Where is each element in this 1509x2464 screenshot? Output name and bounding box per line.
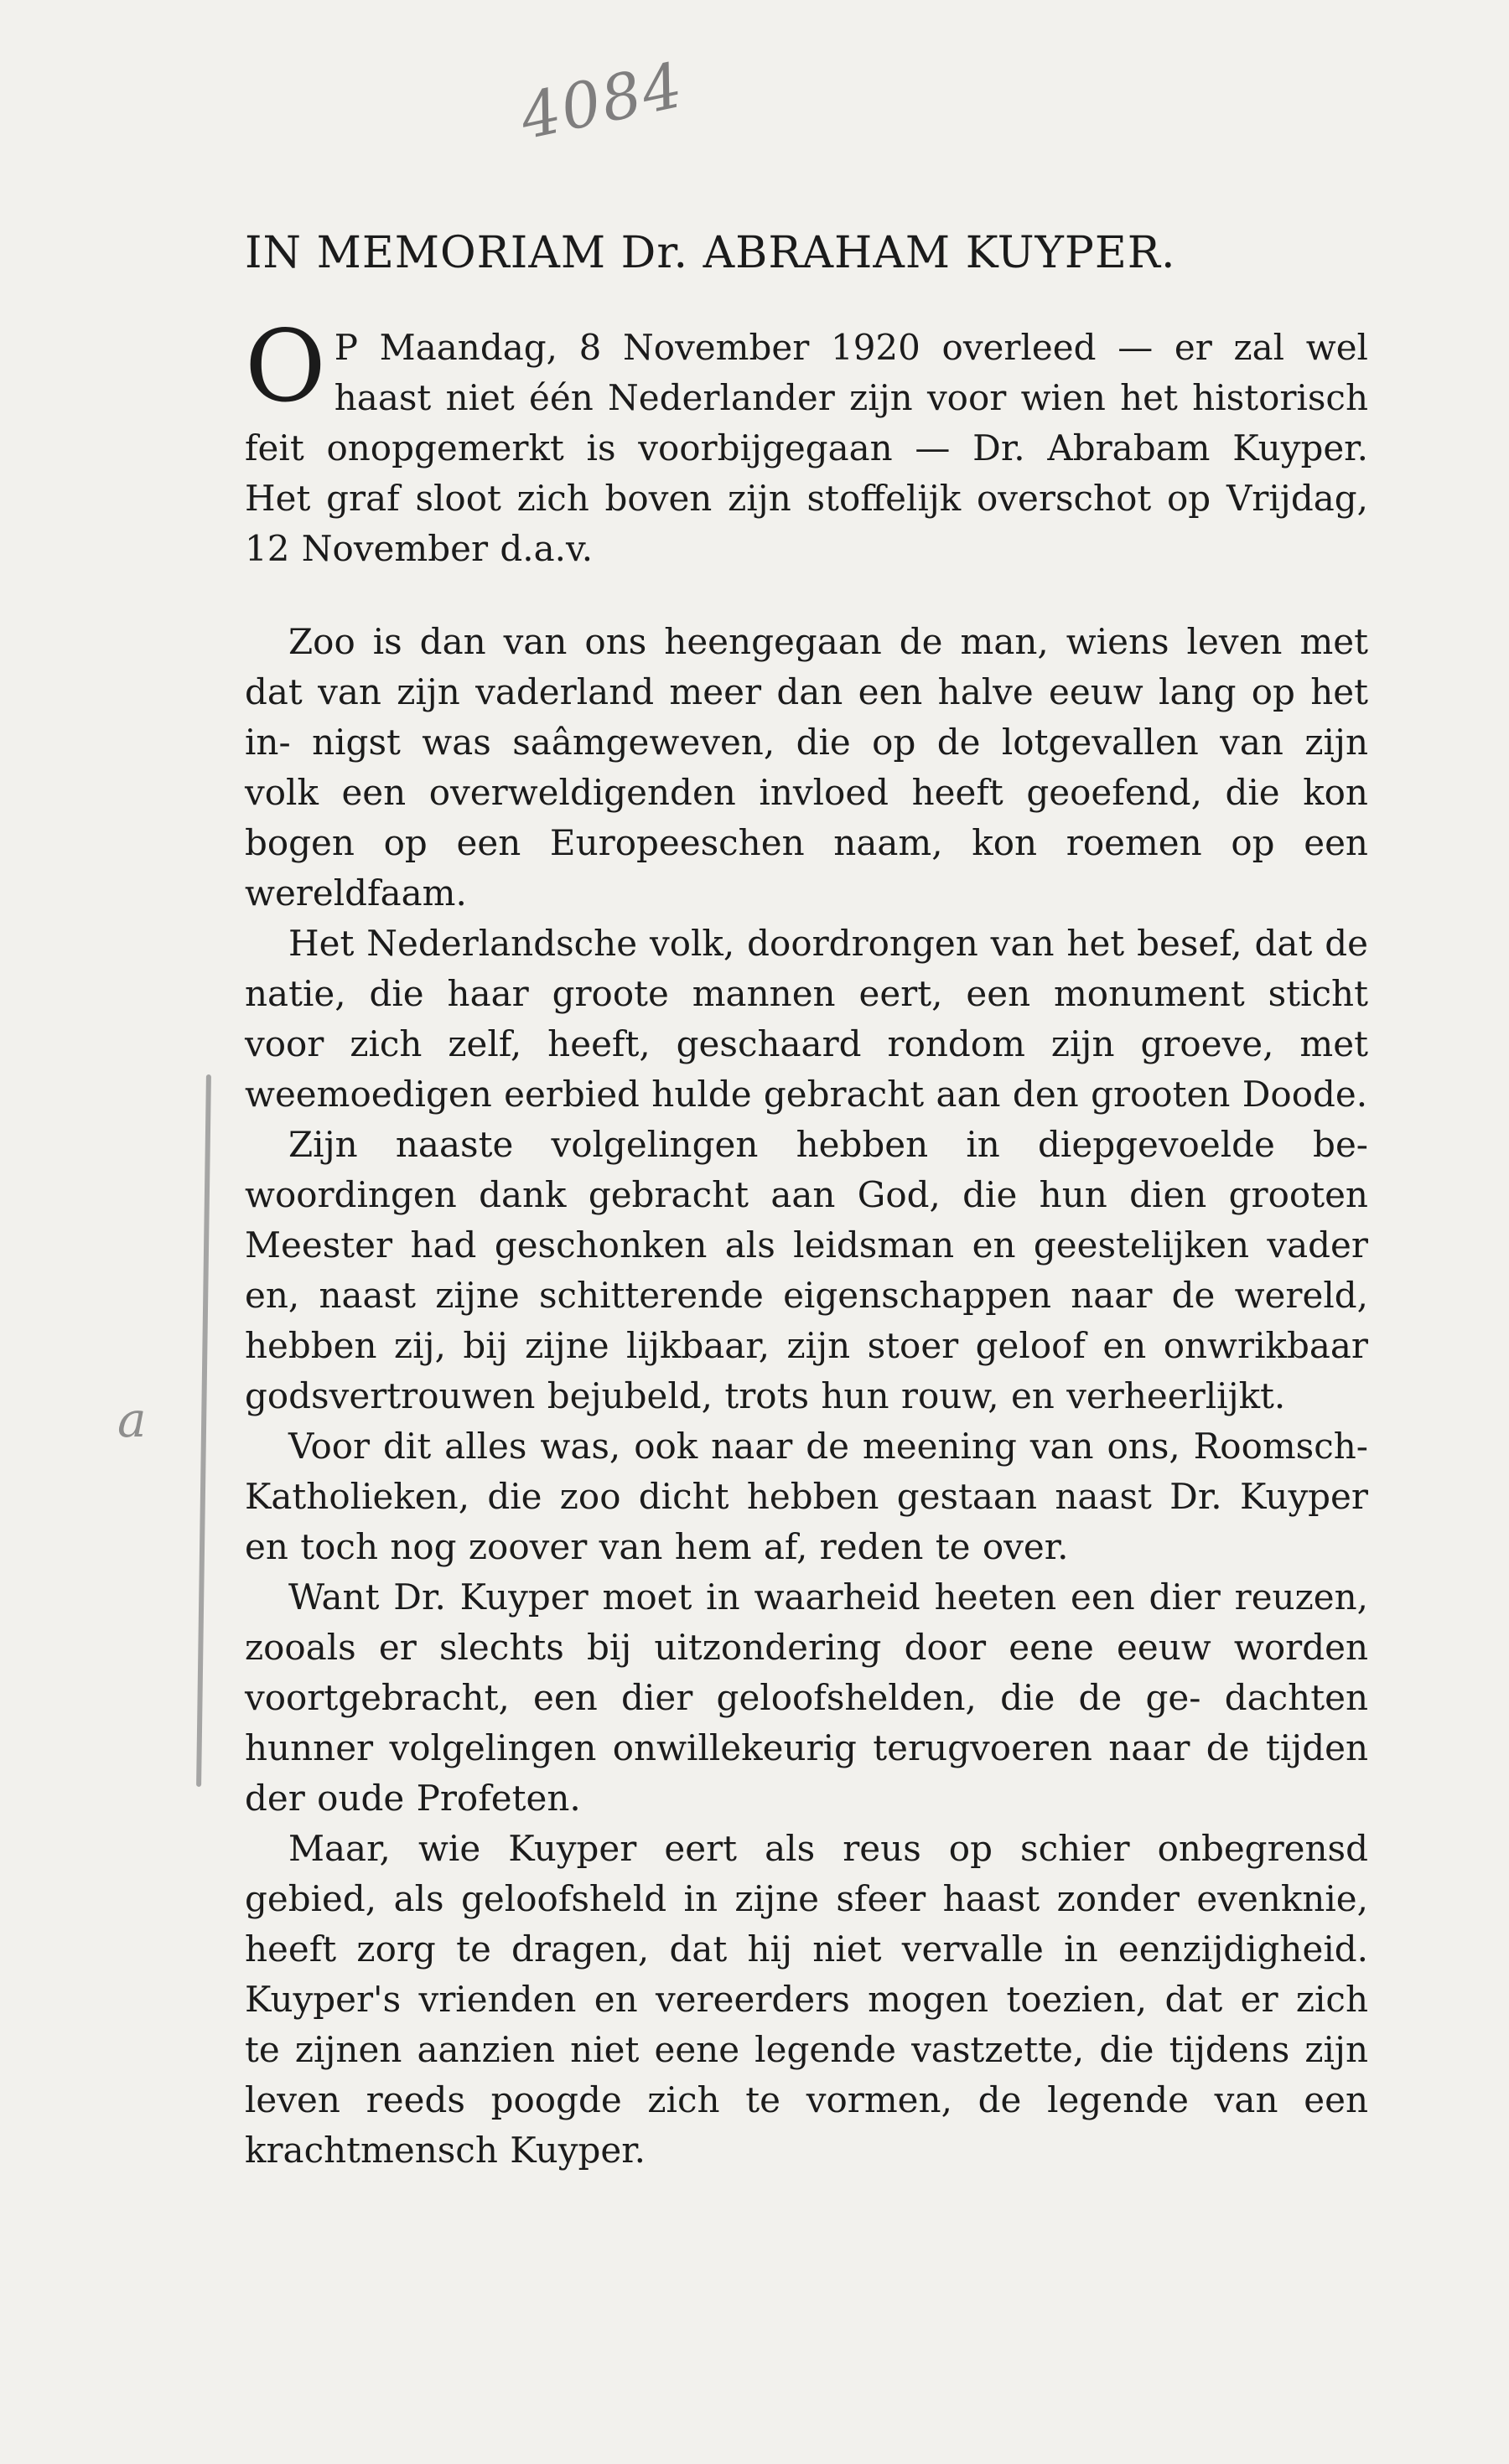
body-paragraph-2: Het Nederlandsche volk, doordrongen van het besef, dat de natie, die haar groote mannen eert, een monument sticht voor zich zelf, heeft, geschaard rondom zijn groeve, met weemoedigen eerbied hulde gebracht aan den grooten Doode. [245,923,1368,1115]
body-paragraph-1: Zoo is dan van ons heengegaan de man, wiens leven met dat van zijn vaderland meer dan een halve eeuw lang op het in- nigst was saâmgeweven, die op de lotgevallen van zijn volk een overweldigenden invloed heeft geoefend, die kon bogen op een Europeeschen naam, kon roemen op een wereldfaam. [245,621,1368,914]
body-paragraph-3: Zijn naaste volgelingen hebben in diepgevoelde be- woordingen dank gebracht aan God, die hun dien grooten Meester had geschonken als leidsman en geestelijken vader en, naast zijne schitterende eigenschappen naar de wereld, hebben zij, bij zijne lijkbaar, zijn stoer geloof en onwrikbaar godsvertrouwen bejubeld, trots hun rouw, en verheerlijkt. [245,1124,1368,1416]
intro-text: P Maandag, 8 November 1920 overleed — er zal wel haast niet één Nederlander zijn voor wien het historisch feit onopgemerkt is voorbijgegaan — Dr. Abrabam Kuyper. Het graf sloot zich boven zijn stoffelijk overschot op Vrijdag, 12 November d.a.v. [245,327,1368,569]
handwritten-page-number: 4084 [514,49,691,154]
page-title: IN MEMORIAM Dr. ABRAHAM KUYPER. [245,228,1176,278]
pencil-margin-line [196,1074,211,1787]
body-paragraph-5: Want Dr. Kuyper moet in waarheid heeten een dier reuzen, zooals er slechts bij uitzondering door eene eeuw worden voortgebracht, een dier geloofshelden, die de ge- dachten hunner volgelingen onwillekeurig terugvoeren naar de tijden der oude Profeten. [245,1576,1368,1819]
pencil-margin-mark: a [117,1391,147,1448]
intro-paragraph [245,308,1368,574]
drop-cap-letter: O [245,308,326,424]
body-paragraph-4: Voor dit alles was, ook naar de meening van ons, Roomsch- Katholieken, die zoo dicht hebben gestaan naast Dr. Kuyper en toch nog zoover van hem af, reden te over. [245,1426,1368,1567]
article-body [245,617,1368,2176]
body-paragraph-6: Maar, wie Kuyper eert als reus op schier onbegrensd gebied, als geloofsheld in zijne sfeer haast zonder evenknie, heeft zorg te dragen, dat hij niet vervalle in eenzijdigheid. Kuyper's vrienden en vereerders mogen toezien, dat er zich te zijnen aanzien niet eene legende vastzette, die tijdens zijn leven reeds poogde zich te vormen, de legende van een krachtmensch Kuyper. [245,1828,1368,2171]
